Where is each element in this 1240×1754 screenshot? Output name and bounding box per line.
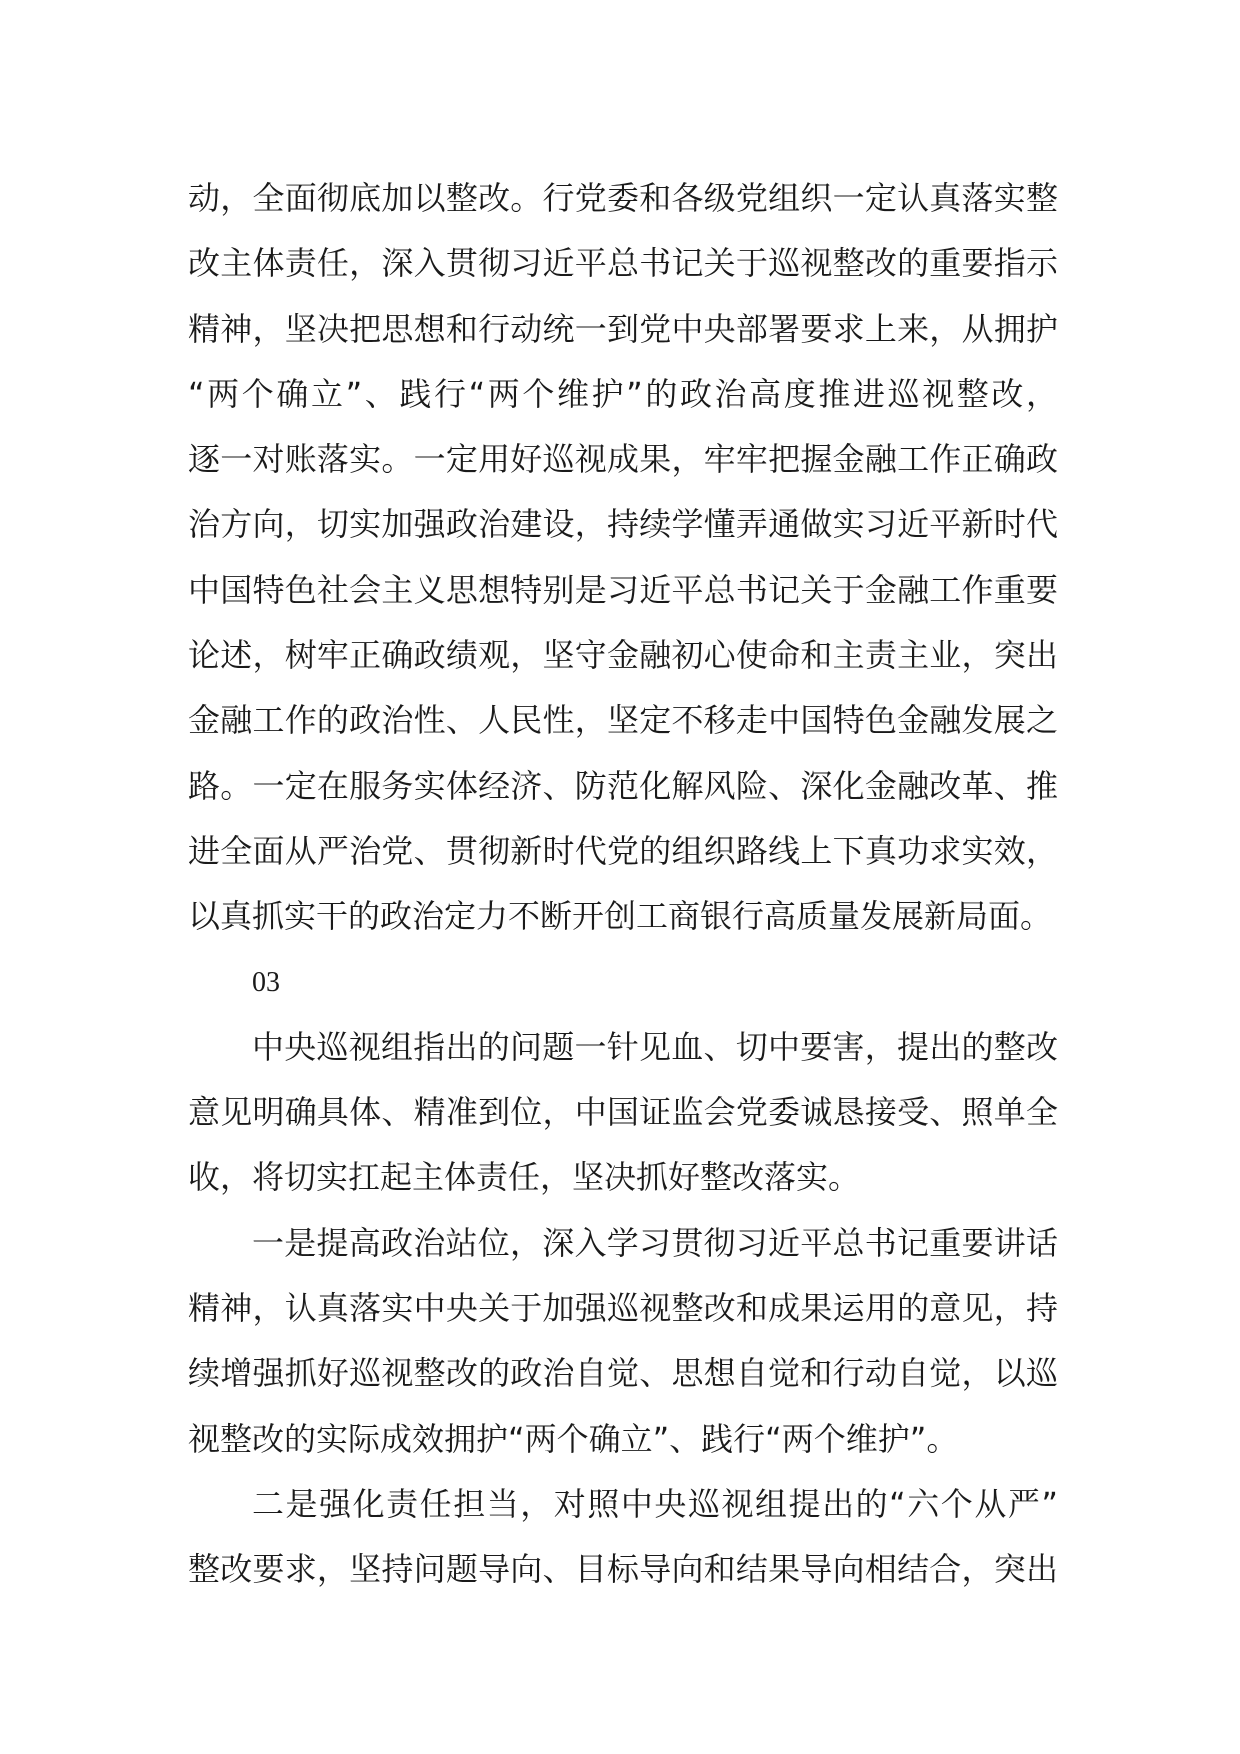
text-line: 精神，认真落实中央关于加强巡视整改和成果运用的意见，持: [188, 1289, 1058, 1328]
text-line: 精神，坚决把思想和行动统一到党中央部署要求上来，从拥护: [188, 309, 1058, 348]
text-line: 一是提高政治站位，深入学习贯彻习近平总书记重要讲话: [252, 1223, 1058, 1262]
text-line: 中央巡视组指出的问题一针见血、切中要害，提出的整改: [252, 1027, 1058, 1066]
text-line: 金融工作的政治性、人民性，坚定不移走中国特色金融发展之: [188, 701, 1058, 740]
text-line: 进全面从严治党、贯彻新时代党的组织路线上下真功求实效，: [188, 831, 1058, 870]
text-line: 整改要求，坚持问题导向、目标导向和结果导向相结合，突出: [188, 1550, 1058, 1589]
text-line: 视整改的实际成效拥护“两个确立”、践行“两个维护”。: [188, 1419, 959, 1458]
text-line: 收，将切实扛起主体责任，坚决抓好整改落实。: [188, 1158, 861, 1197]
text-line: 中国特色社会主义思想特别是习近平总书记关于金融工作重要: [188, 570, 1058, 609]
text-line: 二是强化责任担当，对照中央巡视组提出的“六个从严”: [252, 1484, 1058, 1523]
text-line: 续增强抓好巡视整改的政治自觉、思想自觉和行动自觉，以巡: [188, 1354, 1058, 1393]
text-line: 路。一定在服务实体经济、防范化解风险、深化金融改革、推: [188, 766, 1058, 805]
text-line: 论述，树牢正确政绩观，坚守金融初心使命和主责主业，突出: [188, 636, 1058, 675]
text-line: 意见明确具体、精准到位，中国证监会党委诚恳接受、照单全: [188, 1093, 1058, 1132]
text-line: 改主体责任，深入贯彻习近平总书记关于巡视整改的重要指示: [188, 244, 1058, 283]
text-line: 逐一对账落实。一定用好巡视成果，牢牢把握金融工作正确政: [188, 440, 1058, 479]
body-text: [188, 166, 1058, 1603]
text-line: 以真抓实干的政治定力不断开创工商银行高质量发展新局面。: [188, 897, 1053, 936]
section-number: 03: [252, 966, 280, 998]
text-line: “两个确立”、践行“两个维护”的政治高度推进巡视整改，: [188, 374, 1058, 413]
text-line: 治方向，切实加强政治建设，持续学懂弄通做实习近平新时代: [188, 505, 1058, 544]
text-line: 动，全面彻底加以整改。行党委和各级党组织一定认真落实整: [188, 179, 1058, 217]
